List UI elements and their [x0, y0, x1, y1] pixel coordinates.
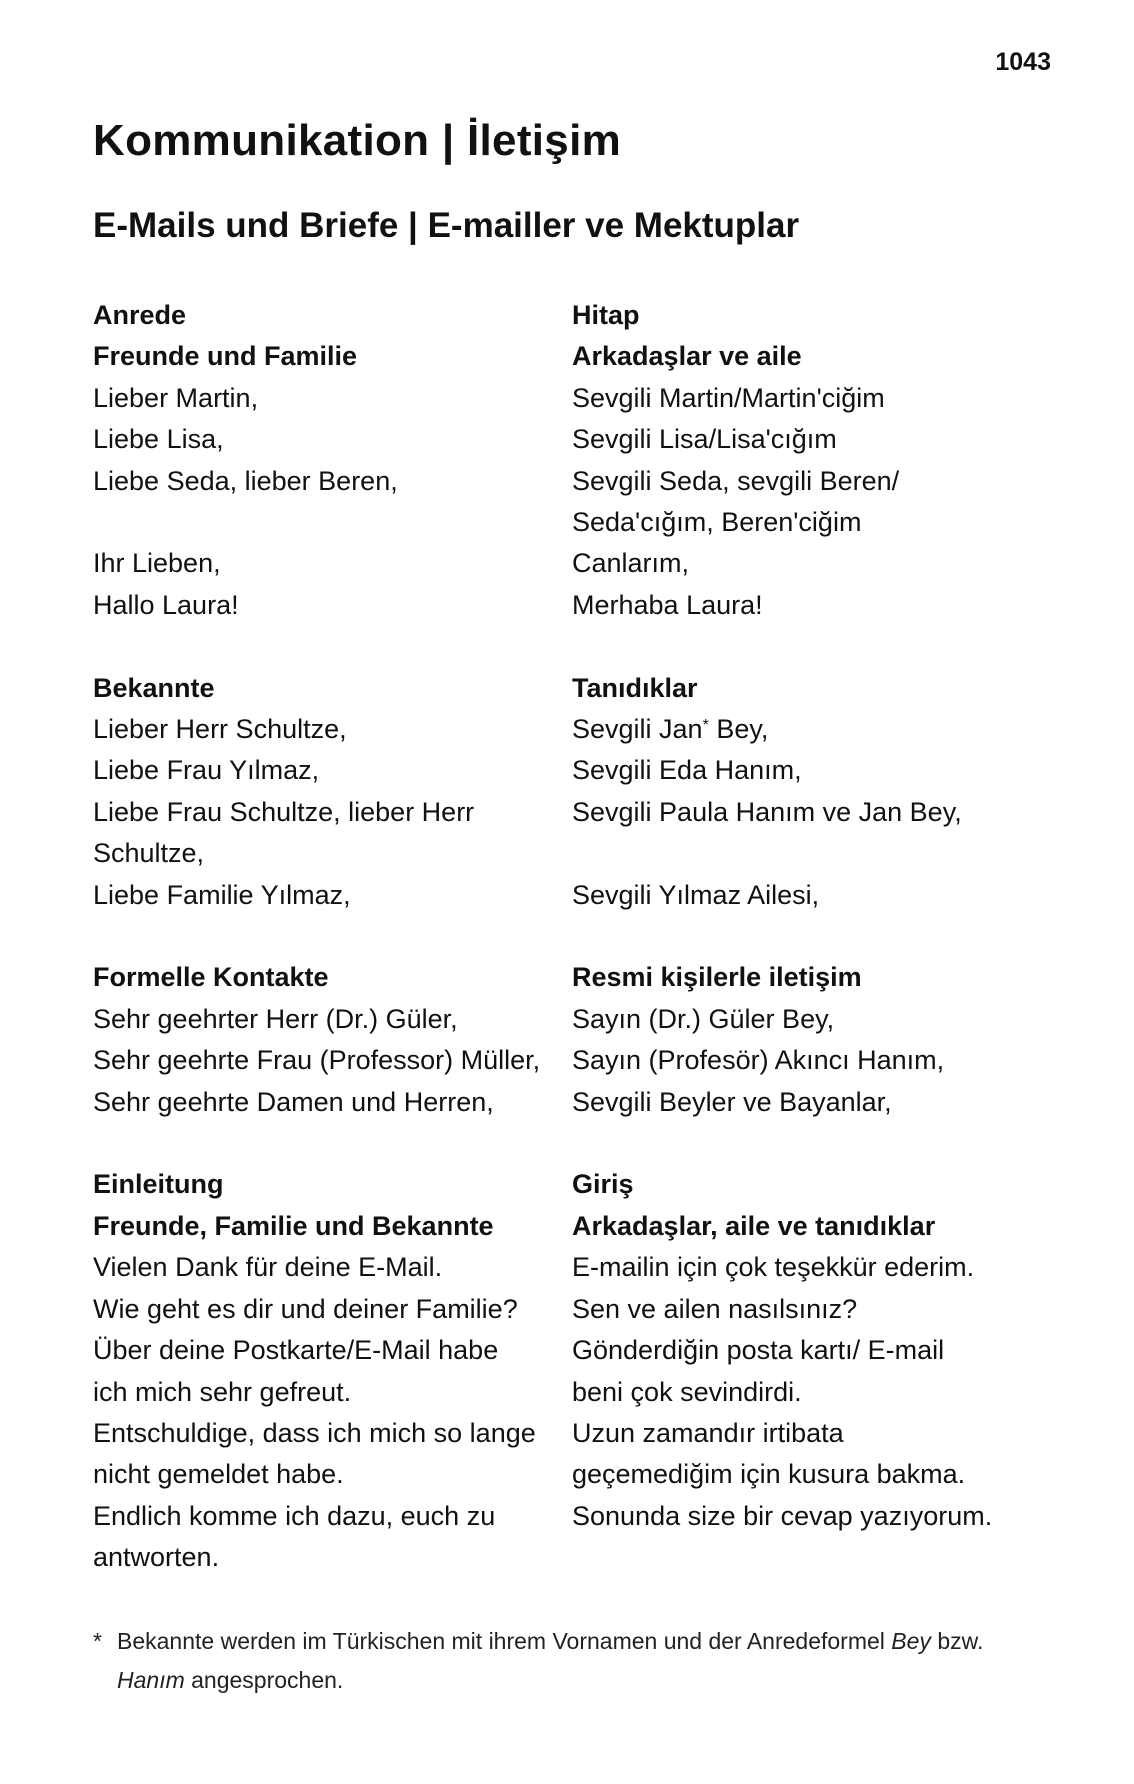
turkish-phrase: Sevgili Paula Hanım ve Jan Bey, [572, 796, 962, 827]
footnote [93, 1622, 1053, 1700]
turkish-phrase: Sevgili Yılmaz Ailesi, [572, 879, 820, 910]
german-phrase: Sehr geehrte Frau (Professor) Müller, [93, 1045, 541, 1076]
german-heading: Freunde, Familie und Bekannte [93, 1210, 494, 1241]
german-phrase: Lieber Herr Schultze, [93, 714, 347, 745]
phrase-row [93, 1454, 1053, 1495]
page-title: Kommunikation | İletişim [93, 116, 622, 165]
phrase-row [93, 1496, 1053, 1537]
turkish-phrase: Sevgili Beyler ve Bayanlar, [572, 1086, 892, 1117]
german-phrase: Schultze, [93, 838, 205, 869]
german-phrase: Entschuldige, dass ich mich so lange [93, 1417, 536, 1448]
footnote-term-hanim: Hanım [117, 1667, 185, 1693]
turkish-phrase: beni çok sevindirdi. [572, 1376, 802, 1407]
phrase-row [93, 1330, 1053, 1371]
german-phrase: Vielen Dank für deine E-Mail. [93, 1252, 443, 1283]
phrase-row [93, 792, 1053, 833]
footnote-line-1 [93, 1622, 1053, 1661]
german-phrase: Liebe Lisa, [93, 424, 224, 455]
turkish-phrase-part: Bey, [708, 714, 769, 745]
german-phrase: Lieber Martin, [93, 382, 259, 413]
phrase-row [93, 419, 1053, 460]
turkish-phrase: Sevgili Seda, sevgili Beren/ [572, 465, 900, 496]
phrase-row [93, 1082, 1053, 1123]
phrase-row [93, 957, 1053, 998]
turkish-phrase: Canlarım, [572, 548, 690, 579]
german-phrase: Sehr geehrte Damen und Herren, [93, 1086, 494, 1117]
turkish-phrase: Sayın (Profesör) Akıncı Hanım, [572, 1045, 945, 1076]
footnote-term-bey: Bey [891, 1628, 931, 1654]
german-phrase: nicht gemeldet habe. [93, 1459, 344, 1490]
turkish-heading: Arkadaşlar ve aile [572, 341, 802, 372]
turkish-heading: Hitap [572, 300, 640, 330]
turkish-phrase: Sen ve ailen nasılsınız? [572, 1293, 858, 1324]
turkish-heading: Tanıdıklar [572, 672, 698, 703]
phrase-row [93, 709, 1053, 750]
turkish-phrase: Sevgili Lisa/Lisa'cığım [572, 424, 837, 455]
turkish-phrase: Sevgili Martin/Martin'ciğim [572, 382, 885, 413]
phrase-row [93, 668, 1053, 709]
phrase-row [93, 1289, 1053, 1330]
turkish-heading: Resmi kişilerle iletişim [572, 962, 862, 993]
phrase-row [93, 1413, 1053, 1454]
turkish-phrase: Merhaba Laura! [572, 589, 763, 620]
german-phrase: Liebe Familie Yılmaz, [93, 879, 351, 910]
phrase-row [93, 1040, 1053, 1081]
phrase-row [93, 1537, 1053, 1578]
german-phrase: Endlich komme ich dazu, euch zu [93, 1500, 496, 1531]
german-phrase: Liebe Frau Yılmaz, [93, 755, 320, 786]
phrase-row [93, 626, 1053, 667]
footnote-text-1: Bekannte werden im Türkischen mit ihrem Vornamen und der Anredeformel [117, 1628, 892, 1654]
footnote-text-3: angesprochen. [184, 1667, 344, 1693]
page-number: 1043 [995, 48, 1051, 76]
phrase-row [93, 502, 1053, 543]
footnote-marker: * [93, 1628, 102, 1654]
phrase-row [93, 916, 1053, 957]
turkish-phrase-part: Sevgili Jan [572, 714, 703, 745]
german-phrase: ich mich sehr gefreut. [93, 1376, 352, 1407]
german-heading: Bekannte [93, 672, 215, 703]
footnote-line-2 [93, 1661, 1053, 1700]
turkish-phrase: Sayın (Dr.) Güler Bey, [572, 1003, 835, 1034]
german-heading: Formelle Kontakte [93, 962, 329, 993]
german-heading: Freunde und Familie [93, 341, 358, 372]
phrase-row [93, 1123, 1053, 1164]
phrase-row [93, 585, 1053, 626]
phrase-row [93, 875, 1053, 916]
phrase-row [93, 543, 1053, 584]
german-phrase: antworten. [93, 1542, 220, 1573]
phrase-row [93, 461, 1053, 502]
phrase-row [93, 295, 1053, 336]
turkish-heading: Arkadaşlar, aile ve tanıdıklar [572, 1210, 936, 1241]
german-phrase: Liebe Frau Schultze, lieber Herr [93, 796, 475, 827]
phrase-row [93, 1372, 1053, 1413]
german-phrase: Sehr geehrter Herr (Dr.) Güler, [93, 1003, 458, 1034]
phrase-row [93, 1247, 1053, 1288]
turkish-heading: Giriş [572, 1169, 634, 1200]
german-phrase: Liebe Seda, lieber Beren, [93, 465, 398, 496]
german-phrase: Hallo Laura! [93, 589, 239, 620]
phrase-row [93, 999, 1053, 1040]
footnote-reference: * [702, 717, 709, 735]
turkish-phrase: Seda'cığım, Beren'ciğim [572, 507, 862, 538]
phrase-row [93, 378, 1053, 419]
phrase-row [93, 336, 1053, 377]
german-heading: Anrede [93, 300, 187, 330]
turkish-phrase: Gönderdiğin posta kartı/ E-mail [572, 1335, 945, 1366]
german-phrase: Wie geht es dir und deiner Familie? [93, 1293, 518, 1324]
phrase-row [93, 833, 1053, 874]
turkish-phrase: geçemediğim için kusura bakma. [572, 1459, 966, 1490]
turkish-phrase: Uzun zamandır irtibata [572, 1417, 844, 1448]
footnote-text-2: bzw. [930, 1628, 984, 1654]
phrase-columns [93, 295, 1053, 1579]
turkish-phrase: E-mailin için çok teşekkür ederim. [572, 1252, 975, 1283]
phrase-row [93, 1164, 1053, 1205]
turkish-phrase: Sonunda size bir cevap yazıyorum. [572, 1500, 993, 1531]
german-phrase: Über deine Postkarte/E-Mail habe [93, 1335, 499, 1366]
phrase-row [93, 750, 1053, 791]
turkish-phrase: Sevgili Eda Hanım, [572, 755, 802, 786]
section-title: E-Mails und Briefe | E-mailler ve Mektuplar [93, 206, 800, 245]
turkish-phrase [572, 709, 1032, 750]
german-heading: Einleitung [93, 1169, 224, 1200]
german-phrase: Ihr Lieben, [93, 548, 221, 579]
phrase-row [93, 1206, 1053, 1247]
